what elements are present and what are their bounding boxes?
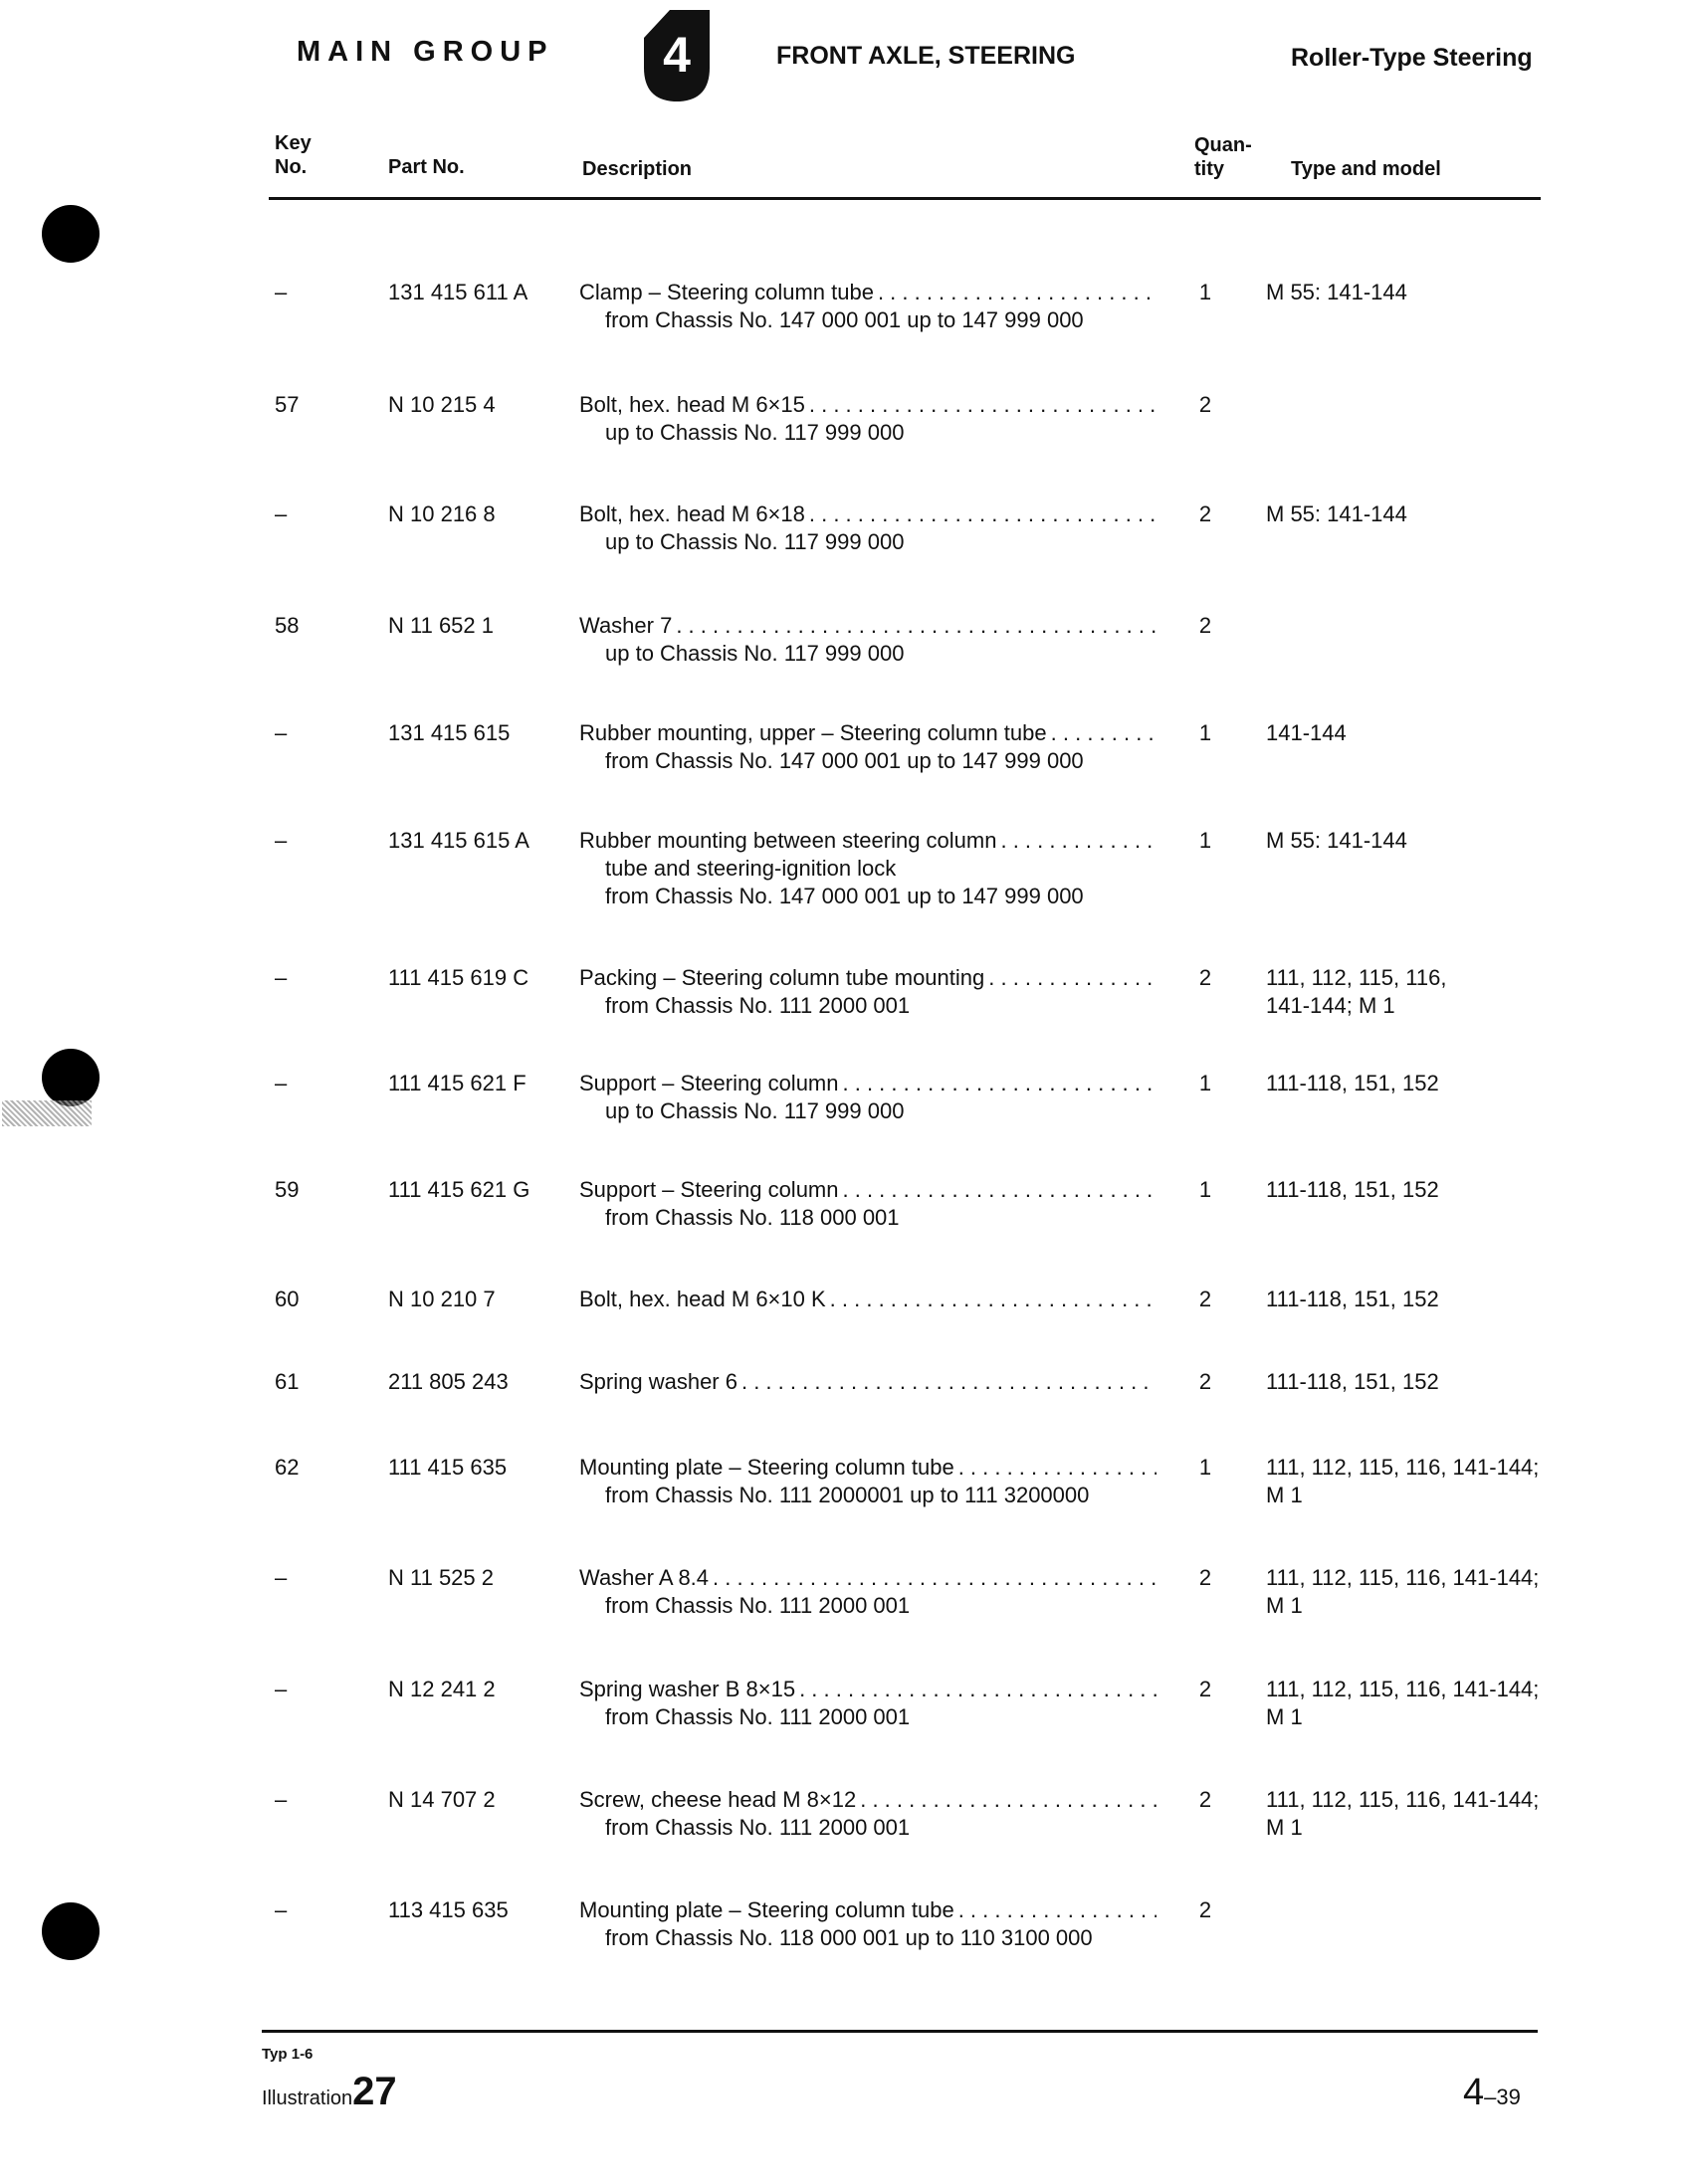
part-number: 211 805 243 xyxy=(388,1369,509,1394)
description-cell xyxy=(579,1368,1157,1396)
section-subtitle: Roller-Type Steering xyxy=(1291,44,1533,72)
leader-dots xyxy=(878,279,1157,306)
description-cell xyxy=(579,827,1157,910)
key-number: – xyxy=(275,720,288,745)
group-number-badge xyxy=(640,8,714,101)
leader-dots xyxy=(988,964,1157,992)
quantity: 2 xyxy=(1198,1677,1212,1701)
leader-dots xyxy=(809,391,1157,419)
key-number: 57 xyxy=(275,392,300,417)
type-model-line: M 55: 141-144 xyxy=(1266,501,1407,526)
col-header-quantity xyxy=(1194,133,1252,181)
description-cell xyxy=(579,1454,1157,1509)
key-number: – xyxy=(275,280,288,304)
quantity: 1 xyxy=(1198,828,1212,853)
key-number: 59 xyxy=(275,1177,300,1202)
leader-dots xyxy=(860,1786,1157,1814)
type-model-cell xyxy=(1266,1676,1565,1731)
type-model-line: M 1 xyxy=(1266,1704,1303,1729)
col-header-key-no xyxy=(275,131,312,179)
col-header-qty-line1: Quan- xyxy=(1194,134,1252,156)
key-number: – xyxy=(275,501,288,526)
description-cell xyxy=(579,719,1157,775)
part-number: N 10 210 7 xyxy=(388,1287,496,1311)
quantity: 2 xyxy=(1198,1287,1212,1311)
leader-dots xyxy=(830,1286,1157,1313)
type-model-line: 111-118, 151, 152 xyxy=(1266,1071,1439,1095)
description-subline: from Chassis No. 111 2000 001 xyxy=(605,1593,911,1618)
illustration-label: Illustration xyxy=(262,2087,353,2109)
key-number: – xyxy=(275,1787,288,1812)
type-model-line: 141-144 xyxy=(1266,720,1347,745)
description-subline: up to Chassis No. 117 999 000 xyxy=(605,420,905,445)
leader-dots xyxy=(958,1454,1157,1482)
type-model-cell xyxy=(1266,1286,1565,1313)
typ-label: Typ 1-6 xyxy=(262,2046,314,2063)
part-number: N 11 525 2 xyxy=(388,1565,495,1590)
type-model-cell xyxy=(1266,1786,1565,1842)
key-number: – xyxy=(275,1897,288,1922)
description-subline: from Chassis No. 118 000 001 xyxy=(605,1205,900,1230)
quantity: 1 xyxy=(1198,720,1212,745)
description-subline: from Chassis No. 111 2000001 up to 111 3200000 xyxy=(605,1483,1090,1507)
punch-hole-bottom xyxy=(42,1902,100,1960)
part-number: N 10 216 8 xyxy=(388,501,496,526)
key-number: 61 xyxy=(275,1369,300,1394)
leader-dots xyxy=(741,1368,1157,1396)
page-number xyxy=(1463,2072,1521,2114)
part-number: 131 415 615 A xyxy=(388,828,529,853)
quantity: 1 xyxy=(1198,1071,1212,1095)
description-text: Spring washer 6 xyxy=(579,1369,737,1394)
leader-dots xyxy=(809,500,1157,528)
type-model-cell xyxy=(1266,1070,1565,1097)
page-number-main: 4 xyxy=(1463,2072,1485,2113)
leader-dots xyxy=(1000,827,1157,855)
key-number: – xyxy=(275,1677,288,1701)
description-text: Mounting plate – Steering column tube xyxy=(579,1897,954,1922)
col-header-qty-line2: tity xyxy=(1194,158,1224,180)
key-number: – xyxy=(275,828,288,853)
description-text: Washer 7 xyxy=(579,613,673,638)
part-number: 131 415 615 xyxy=(388,720,511,745)
type-model-cell xyxy=(1266,1564,1565,1620)
type-model-line: M 1 xyxy=(1266,1815,1303,1840)
description-cell xyxy=(579,1896,1157,1952)
type-model-line: 111, 112, 115, 116, 141-144; xyxy=(1266,1677,1540,1701)
footer-rule xyxy=(262,2030,1538,2033)
part-number: N 12 241 2 xyxy=(388,1677,496,1701)
part-number: N 11 652 1 xyxy=(388,613,495,638)
leader-dots xyxy=(958,1896,1157,1924)
description-cell xyxy=(579,1786,1157,1842)
leader-dots xyxy=(676,612,1157,640)
description-text: Washer A 8.4 xyxy=(579,1565,710,1590)
quantity: 1 xyxy=(1198,1455,1212,1480)
type-model-line: 111, 112, 115, 116, xyxy=(1266,965,1447,990)
type-model-line: 111-118, 151, 152 xyxy=(1266,1287,1439,1311)
quantity: 2 xyxy=(1198,1369,1212,1394)
quantity: 2 xyxy=(1198,613,1212,638)
col-header-part-no: Part No. xyxy=(388,156,465,178)
quantity: 2 xyxy=(1198,965,1212,990)
type-model-cell xyxy=(1266,1454,1565,1509)
illustration-number: 27 xyxy=(352,2070,397,2113)
quantity: 2 xyxy=(1198,1787,1212,1812)
key-number: – xyxy=(275,965,288,990)
part-number: 113 415 635 xyxy=(388,1897,509,1922)
leader-dots xyxy=(843,1070,1157,1097)
illustration-ref xyxy=(262,2070,397,2114)
punch-hole-top xyxy=(42,205,100,263)
type-model-line: 141-144; M 1 xyxy=(1266,993,1395,1018)
type-model-line: M 55: 141-144 xyxy=(1266,828,1407,853)
type-model-line: 111, 112, 115, 116, 141-144; xyxy=(1266,1455,1540,1480)
quantity: 1 xyxy=(1198,1177,1212,1202)
description-text: Screw, cheese head M 8×12 xyxy=(579,1787,857,1812)
col-header-type-model: Type and model xyxy=(1291,158,1441,180)
type-model-line: 111-118, 151, 152 xyxy=(1266,1177,1439,1202)
leader-dots xyxy=(799,1676,1157,1703)
leader-dots xyxy=(843,1176,1157,1204)
quantity: 1 xyxy=(1198,280,1212,304)
description-cell xyxy=(579,500,1157,556)
description-subline: from Chassis No. 111 2000 001 xyxy=(605,1815,911,1840)
part-number: 111 415 635 xyxy=(388,1455,508,1480)
type-model-cell xyxy=(1266,719,1565,747)
type-model-line: M 55: 141-144 xyxy=(1266,280,1407,304)
col-header-description: Description xyxy=(582,158,693,180)
section-title: FRONT AXLE, STEERING xyxy=(776,42,1076,70)
type-model-cell xyxy=(1266,279,1565,306)
type-model-line: 111, 112, 115, 116, 141-144; xyxy=(1266,1787,1540,1812)
type-model-cell xyxy=(1266,1176,1565,1204)
description-cell xyxy=(579,279,1157,334)
part-number: N 14 707 2 xyxy=(388,1787,496,1812)
description-subline: from Chassis No. 118 000 001 up to 110 3100 000 xyxy=(605,1925,1093,1950)
col-header-key-line2: No. xyxy=(275,156,308,178)
main-group-label: MAIN GROUP xyxy=(297,36,554,68)
col-header-key-line1: Key xyxy=(275,132,312,154)
description-subline: tube and steering-ignition lock xyxy=(605,856,897,881)
description-text: Mounting plate – Steering column tube xyxy=(579,1455,954,1480)
type-model-cell xyxy=(1266,827,1565,855)
leader-dots xyxy=(1051,719,1157,747)
description-text: Rubber mounting, upper – Steering column tube xyxy=(579,720,1047,745)
description-subline: up to Chassis No. 117 999 000 xyxy=(605,641,905,666)
key-number: 62 xyxy=(275,1455,300,1480)
description-subline: up to Chassis No. 117 999 000 xyxy=(605,1098,905,1123)
group-number: 4 xyxy=(663,27,691,83)
quantity: 2 xyxy=(1198,501,1212,526)
page-number-sub: –39 xyxy=(1484,2085,1521,2109)
description-text: Rubber mounting between steering column xyxy=(579,828,997,853)
type-model-line: M 1 xyxy=(1266,1483,1303,1507)
description-cell xyxy=(579,1564,1157,1620)
description-subline: from Chassis No. 147 000 001 up to 147 999 000 xyxy=(605,748,1084,773)
description-text: Support – Steering column xyxy=(579,1177,839,1202)
header-rule xyxy=(269,197,1541,200)
scan-noise xyxy=(2,1100,92,1126)
type-model-line: 111-118, 151, 152 xyxy=(1266,1369,1439,1394)
description-cell xyxy=(579,612,1157,668)
type-model-cell xyxy=(1266,964,1565,1020)
type-model-cell xyxy=(1266,500,1565,528)
description-subline: from Chassis No. 147 000 001 up to 147 999 000 xyxy=(605,884,1084,908)
description-text: Bolt, hex. head M 6×18 xyxy=(579,501,805,526)
key-number: 60 xyxy=(275,1287,300,1311)
key-number: – xyxy=(275,1565,288,1590)
punch-hole-middle xyxy=(42,1049,100,1106)
description-text: Support – Steering column xyxy=(579,1071,839,1095)
key-number: 58 xyxy=(275,613,300,638)
description-text: Clamp – Steering column tube xyxy=(579,280,874,304)
description-cell xyxy=(579,1676,1157,1731)
description-text: Bolt, hex. head M 6×15 xyxy=(579,392,805,417)
description-cell xyxy=(579,1286,1157,1313)
leader-dots xyxy=(713,1564,1157,1592)
part-number: 111 415 619 C xyxy=(388,965,529,990)
part-number: 131 415 611 A xyxy=(388,280,528,304)
description-subline: from Chassis No. 111 2000 001 xyxy=(605,993,911,1018)
description-subline: up to Chassis No. 117 999 000 xyxy=(605,529,905,554)
description-cell xyxy=(579,1070,1157,1125)
part-number: 111 415 621 F xyxy=(388,1071,526,1095)
type-model-line: M 1 xyxy=(1266,1593,1303,1618)
type-model-line: 111, 112, 115, 116, 141-144; xyxy=(1266,1565,1540,1590)
description-text: Spring washer B 8×15 xyxy=(579,1677,796,1701)
quantity: 2 xyxy=(1198,1897,1212,1922)
description-cell xyxy=(579,1176,1157,1232)
part-number: 111 415 621 G xyxy=(388,1177,530,1202)
quantity: 2 xyxy=(1198,392,1212,417)
description-subline: from Chassis No. 111 2000 001 xyxy=(605,1704,911,1729)
description-cell xyxy=(579,964,1157,1020)
key-number: – xyxy=(275,1071,288,1095)
description-text: Packing – Steering column tube mounting xyxy=(579,965,985,990)
description-cell xyxy=(579,391,1157,447)
quantity: 2 xyxy=(1198,1565,1212,1590)
description-text: Bolt, hex. head M 6×10 K xyxy=(579,1287,826,1311)
type-model-cell xyxy=(1266,1368,1565,1396)
part-number: N 10 215 4 xyxy=(388,392,496,417)
description-subline: from Chassis No. 147 000 001 up to 147 999 000 xyxy=(605,307,1084,332)
